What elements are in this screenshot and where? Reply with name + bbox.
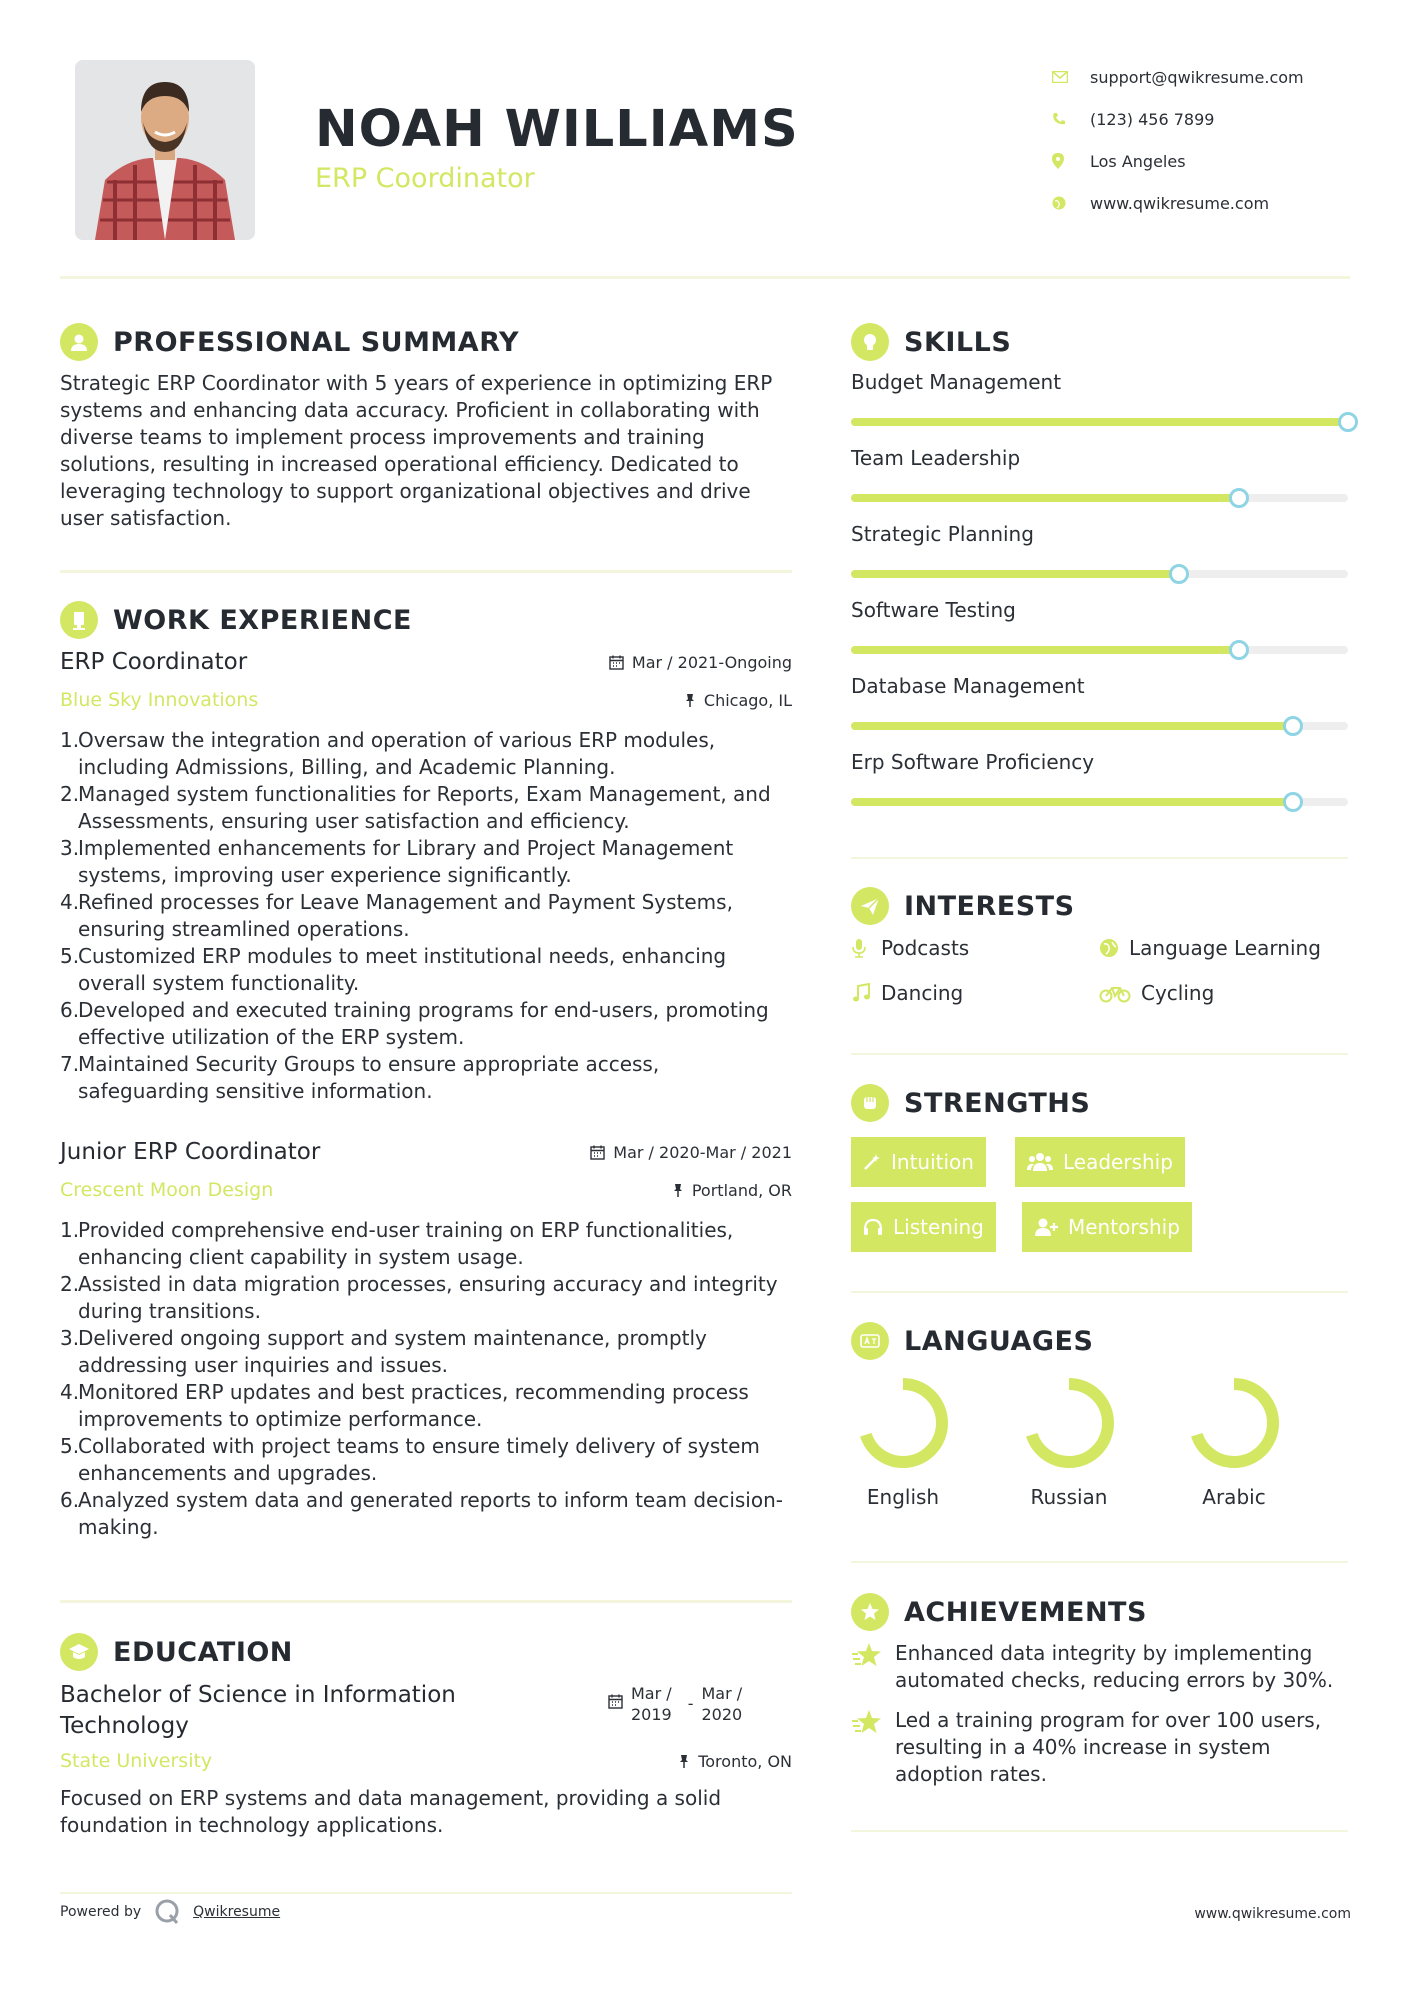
magic-wand-icon [863, 1153, 881, 1171]
job-title: ERP Coordinator [60, 649, 248, 675]
strength-badge: Leadership [1015, 1137, 1185, 1187]
skill-fill [851, 646, 1239, 654]
job-bullets [60, 1217, 792, 1541]
phone-text: (123) 456 7899 [1090, 109, 1215, 129]
graduation-icon [60, 1633, 98, 1671]
qwikresume-link[interactable]: Qwikresume [193, 1904, 281, 1920]
education-start: Mar / 2019 [631, 1684, 672, 1724]
bullet-item: 3. Delivered ongoing support and system maintenance, promptly addressing user inquiries and issues. [60, 1326, 707, 1377]
calendar-icon [609, 655, 624, 670]
contact-phone [1052, 98, 1372, 140]
summary-heading: PROFESSIONAL SUMMARY [60, 323, 519, 361]
work-heading: WORK EXPERIENCE [60, 601, 412, 639]
lightbulb-icon [851, 323, 889, 361]
language-ring [855, 1375, 951, 1471]
skill-fill [851, 494, 1239, 502]
strengths-divider [851, 1291, 1348, 1293]
strength-badge: Intuition [851, 1137, 986, 1187]
skill-track [851, 570, 1348, 578]
bullet-item: 7. Maintained Security Groups to ensure appropriate access, safeguarding sensitive information. [60, 1052, 660, 1103]
job-entry [60, 649, 792, 1105]
job-entry [60, 1139, 792, 1541]
education-location: Toronto, ON [678, 1752, 792, 1771]
skill-knob [1338, 412, 1358, 432]
skill-fill [851, 570, 1179, 578]
contact-list [1052, 56, 1372, 224]
skill-item: Database Management [851, 674, 1351, 750]
company-name: Blue Sky Innovations [60, 689, 259, 711]
briefcase-icon [60, 601, 98, 639]
trophy-icon [851, 1593, 889, 1631]
bullet-item: 5. Customized ERP modules to meet institutional needs, enhancing overall system functionality. [60, 944, 727, 995]
skills-list [851, 370, 1351, 826]
education-heading: EDUCATION [60, 1633, 293, 1671]
bullet-item: 1. Oversaw the integration and operation of various ERP modules, including Admissions, Billing, and Academic Planning. [60, 728, 716, 779]
language-item: Arabic [1174, 1375, 1294, 1509]
language-icon [851, 1322, 889, 1360]
candidate-title: ERP Coordinator [315, 163, 535, 194]
footer-divider [60, 1892, 792, 1894]
skills-heading: SKILLS [851, 323, 1011, 361]
candidate-name: NOAH WILLIAMS [315, 100, 799, 159]
skill-fill [851, 798, 1293, 806]
contact-email [1052, 56, 1372, 98]
skill-knob [1283, 716, 1303, 736]
user-icon [60, 323, 98, 361]
job-dates [590, 1143, 792, 1162]
date-separator: - [687, 1694, 694, 1713]
languages-heading: LANGUAGES [851, 1322, 1093, 1360]
bullet-item: 6. Developed and executed training programs for end-users, promoting effective utilization of the ERP system. [60, 998, 769, 1049]
headphones-icon [863, 1218, 883, 1236]
globe-icon [1099, 938, 1129, 958]
skill-track [851, 722, 1348, 730]
bullet-item: 1. Provided comprehensive end-user training on ERP functionalities, enhancing client capability in system usage. [60, 1218, 734, 1269]
pin-icon [684, 693, 696, 708]
skill-knob [1229, 488, 1249, 508]
bullet-item: 2. Managed system functionalities for Reports, Exam Management, and Assessments, ensuring user satisfaction and efficiency. [60, 782, 771, 833]
skill-track [851, 418, 1348, 426]
bullet-item: 3. Implemented enhancements for Library and Project Management systems, improving user experience significantly. [60, 836, 734, 887]
header-divider [60, 276, 1350, 279]
pin-icon [678, 1754, 690, 1769]
language-ring [1021, 1375, 1117, 1471]
contact-website [1052, 182, 1372, 224]
skill-track [851, 646, 1348, 654]
skill-fill [851, 418, 1348, 426]
education-text: Focused on ERP systems and data management, providing a solid foundation in technology applications. [60, 1786, 722, 1837]
language-item: Russian [1009, 1375, 1129, 1509]
website-text[interactable]: www.qwikresume.com [1090, 193, 1270, 213]
job-title: Junior ERP Coordinator [60, 1139, 321, 1165]
degree-title: Bachelor of Science in Information Technology [60, 1682, 456, 1739]
job-dates-text: Mar / 2021-Ongoing [631, 652, 792, 672]
skill-knob [1169, 564, 1189, 584]
job-dates-text: Mar / 2020-Mar / 2021 [613, 1142, 792, 1162]
bullet-item: 5. Collaborated with project teams to ensure timely delivery of system enhancements and upgrades. [60, 1434, 760, 1485]
footer-powered-by: Powered by Qwikresume [60, 1898, 280, 1926]
company-name: Crescent Moon Design [60, 1179, 274, 1201]
education-end: Mar / 2020 [701, 1684, 743, 1724]
microphone-icon [851, 938, 881, 958]
interests-divider [851, 1053, 1348, 1055]
bullet-item: 4. Refined processes for Leave Management and Payment Systems, ensuring streamlined operations. [60, 890, 733, 941]
skill-knob [1229, 640, 1249, 660]
phone-icon [1052, 112, 1090, 126]
work-divider [60, 1600, 792, 1603]
bullet-item: 2. Assisted in data migration processes, ensuring accuracy and integrity during transitions. [60, 1272, 778, 1323]
strengths-heading: STRENGTHS [851, 1084, 1090, 1122]
skills-divider [851, 857, 1348, 859]
user-plus-icon [1034, 1217, 1058, 1237]
skill-item: Erp Software Proficiency [851, 750, 1351, 826]
school-name: State University [60, 1750, 213, 1772]
location-text: Los Angeles [1090, 151, 1186, 171]
map-pin-icon [1052, 153, 1090, 169]
contact-location [1052, 140, 1372, 182]
education-school-row [60, 1750, 792, 1772]
languages-divider [851, 1561, 1348, 1563]
calendar-icon [590, 1145, 605, 1160]
job-dates [609, 653, 792, 672]
skill-knob [1283, 792, 1303, 812]
achievements-heading: ACHIEVEMENTS [851, 1593, 1147, 1631]
interest-item: Dancing [851, 981, 963, 1005]
strength-badge: Listening [851, 1202, 996, 1252]
group-icon [1027, 1152, 1053, 1172]
skill-track [851, 798, 1348, 806]
language-item: English [843, 1375, 963, 1509]
bullet-item: 4. Monitored ERP updates and best practices, recommending process improvements to optimize performance. [60, 1380, 749, 1431]
skill-item: Team Leadership [851, 446, 1351, 522]
skill-item: Budget Management [851, 370, 1351, 446]
skill-track [851, 494, 1348, 502]
fist-icon [851, 1084, 889, 1122]
interest-item: Language Learning [1099, 936, 1321, 960]
qwikresume-logo-icon [153, 1898, 181, 1926]
job-location [672, 1181, 792, 1200]
bullet-item: 6. Analyzed system data and generated reports to inform team decision-making. [60, 1488, 783, 1539]
skill-item: Strategic Planning [851, 522, 1351, 598]
paper-plane-icon [851, 887, 889, 925]
envelope-icon [1052, 71, 1090, 83]
globe-icon [1052, 196, 1090, 210]
job-bullets [60, 727, 792, 1105]
footer-website[interactable]: www.qwikresume.com [1194, 1906, 1351, 1922]
language-ring [1186, 1375, 1282, 1471]
star-icon [851, 1707, 895, 1788]
interests-heading: INTERESTS [851, 887, 1075, 925]
job-location-text: Chicago, IL [703, 690, 792, 710]
education-dates [608, 1683, 742, 1725]
music-note-icon [851, 983, 881, 1003]
achievement-item: Led a training program for over 100 users, resulting in a 40% increase in system adoption rates. [851, 1707, 1351, 1788]
bicycle-icon [1099, 983, 1141, 1003]
profile-photo [75, 60, 255, 240]
achievement-item: Enhanced data integrity by implementing automated checks, reducing errors by 30%. [851, 1640, 1351, 1694]
job-location [684, 691, 792, 710]
pin-icon [672, 1183, 684, 1198]
summary-text: Strategic ERP Coordinator with 5 years of experience in optimizing ERP systems and enhancing data accuracy. Proficient in collaborating with diverse teams to implement process improvements and training solutions, resulting in increased operational efficiency. Dedicated to leveraging technology to support organizational objectives and drive user satisfaction. [60, 371, 773, 530]
summary-divider [60, 570, 792, 573]
email-text[interactable]: support@qwikresume.com [1090, 67, 1304, 87]
achievements-divider [851, 1830, 1348, 1832]
interest-item: Podcasts [851, 936, 969, 960]
job-location-text: Portland, OR [691, 1180, 792, 1200]
strength-badge: Mentorship [1022, 1202, 1192, 1252]
interest-item: Cycling [1099, 981, 1214, 1005]
skill-fill [851, 722, 1293, 730]
star-icon [851, 1640, 895, 1694]
skill-item: Software Testing [851, 598, 1351, 674]
calendar-icon [608, 1694, 623, 1709]
